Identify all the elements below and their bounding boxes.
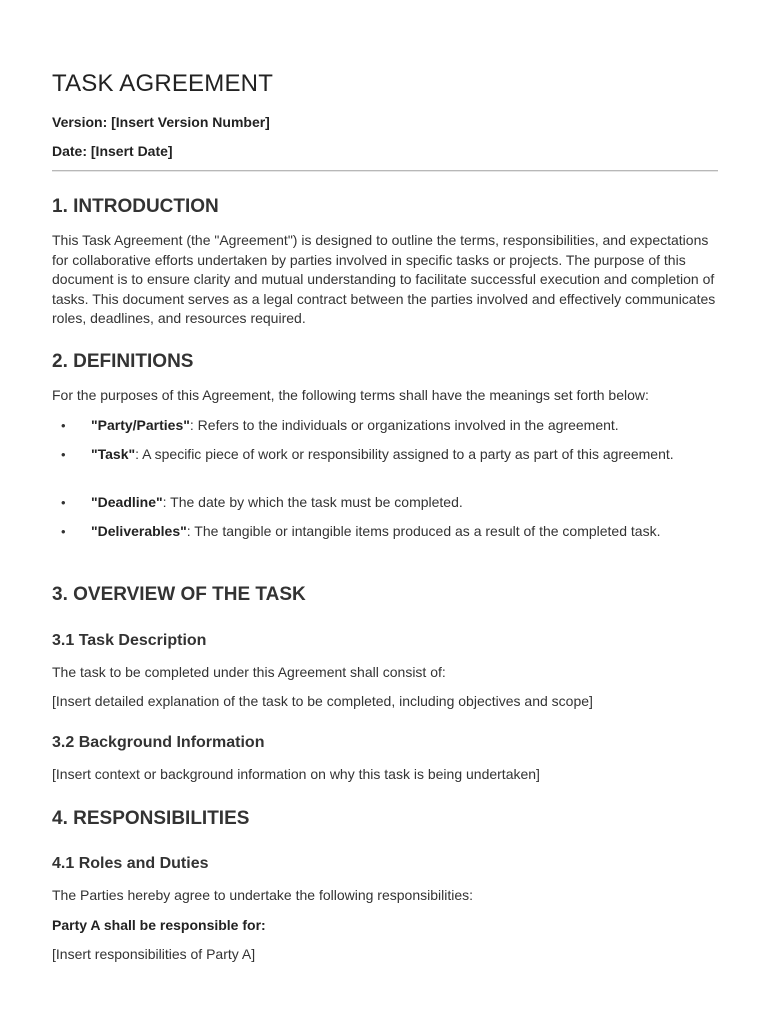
bullet-icon: •: [61, 524, 66, 539]
responsibilities-heading: 4. RESPONSIBILITIES: [52, 808, 250, 829]
bullet-icon: •: [61, 495, 66, 510]
date-line: Date: [Insert Date]: [52, 143, 173, 159]
task-description-intro: The task to be completed under this Agreement shall consist of:: [52, 664, 446, 680]
party-a-label: Party A shall be responsible for:: [52, 917, 266, 933]
introduction-heading: 1. INTRODUCTION: [52, 196, 219, 217]
definition-text: : A specific piece of work or responsibility assigned to a party as part of this agreement.: [135, 446, 674, 462]
bullet-icon: •: [61, 418, 66, 433]
definition-text: : Refers to the individuals or organizations involved in the agreement.: [189, 417, 619, 433]
definition-term: "Deadline": [91, 494, 163, 510]
document-title: TASK AGREEMENT: [52, 70, 274, 97]
roles-intro: The Parties hereby agree to undertake the following responsibilities:: [52, 887, 474, 903]
task-description-placeholder: [Insert detailed explanation of the task to be completed, including objectives and scope]: [52, 693, 593, 709]
definition-term: "Party/Parties": [91, 417, 190, 433]
definition-text: : The tangible or intangible items produced as a result of the completed task.: [186, 523, 661, 539]
definition-text: : The date by which the task must be completed.: [162, 494, 463, 510]
background-heading: 3.2 Background Information: [52, 734, 265, 751]
header-divider: [52, 170, 718, 172]
definition-term: "Deliverables": [91, 523, 187, 539]
definitions-heading: 2. DEFINITIONS: [52, 351, 194, 372]
task-description-heading: 3.1 Task Description: [52, 632, 207, 649]
definition-term: "Task": [91, 446, 136, 462]
background-placeholder: [Insert context or background information on why this task is being undertaken]: [52, 766, 540, 782]
bullet-icon: •: [61, 447, 66, 462]
version-line: Version: [Insert Version Number]: [52, 114, 270, 130]
introduction-body: This Task Agreement (the "Agreement") is designed to outline the terms, responsibilities, and expectations for collaborative efforts undertaken by parties involved in specific tasks or projects. The purpose of this document is to ensure clarity and mutual understanding to facilitate successful execution and completion of tasks. This document serves as a legal contract between the parties involved and effectively communicates roles, deadlines, and resources required.: [52, 232, 716, 326]
overview-heading: 3. OVERVIEW OF THE TASK: [52, 584, 306, 605]
party-a-placeholder: [Insert responsibilities of Party A]: [52, 946, 256, 962]
definitions-intro: For the purposes of this Agreement, the following terms shall have the meanings set forth below:: [52, 387, 649, 403]
roles-heading: 4.1 Roles and Duties: [52, 855, 209, 872]
